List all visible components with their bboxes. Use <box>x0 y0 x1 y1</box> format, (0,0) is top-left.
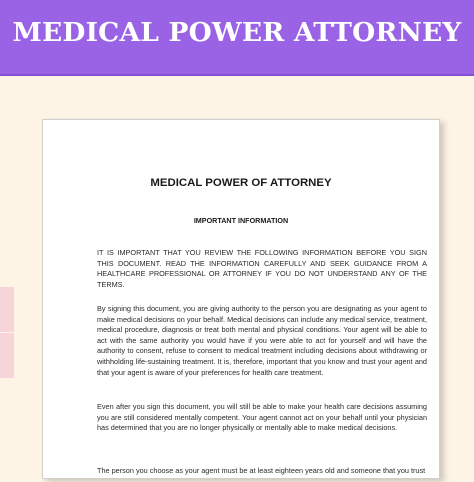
document-subtitle: IMPORTANT INFORMATION <box>193 216 289 225</box>
document-paragraph: The person you choose as your agent must be at least eighteen years old and someone that you trust <box>97 466 426 475</box>
document-paragraph: By signing this document, you are giving authority to the person you are designating as your agent to make medical decisions on your behalf. Medical decisions can include any medical service, treatment, medical procedure, diagnosis or treat both mental and physical conditions. Your agent will be able to act with the same authority you would have if you were able to act for yourself and will have the authority to consent, refuse to consent to medical treatment including decisions about withdrawing or withholding life-sustaining treatment. It is, therefore, important that you know and trust your agent and that your agent is aware of your preferences for health care treatment. <box>97 304 427 377</box>
left-edge-tab <box>0 333 14 378</box>
document-paragraph: Even after you sign this document, you will still be able to make your health care decisions assuming you are still considered mentally competent. Your agent cannot act on your behalf until your physician has determined that you are no longer physically or mentally able to make medical decisions. <box>97 402 427 433</box>
document-page <box>42 119 440 479</box>
left-edge-tab <box>0 287 14 332</box>
banner-title: MEDICAL POWER ATTORNEY <box>12 17 462 48</box>
document-paragraph: IT IS IMPORTANT THAT YOU REVIEW THE FOLLOWING INFORMATION BEFORE YOU SIGN THIS DOCUMENT. READ THE INFORMATION CAREFULLY AND SEEK GUIDANCE FROM A HEALTHCARE PROFESSIONAL OR ATTORNEY IF YOU DO NOT UNDERSTAND ANY OF THE TERMS. <box>97 248 427 289</box>
document-title: MEDICAL POWER OF ATTORNEY <box>150 177 332 189</box>
header-banner <box>0 0 474 76</box>
